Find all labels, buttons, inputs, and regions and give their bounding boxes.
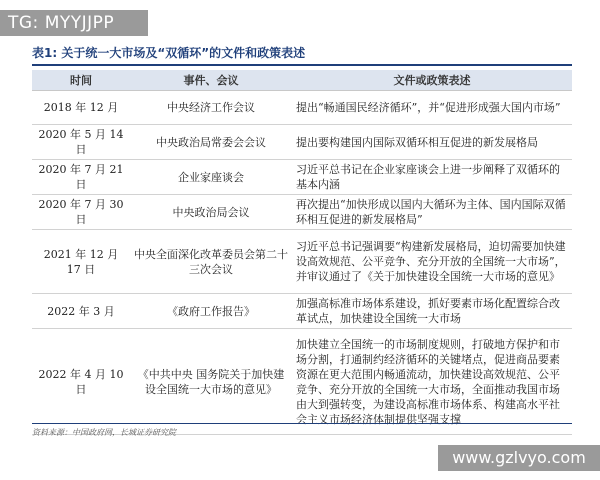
- watermark-bottom: www.gzlvyo.com: [438, 445, 600, 471]
- cell-doc: 加快建立全国统一的市场制度规则，打破地方保护和市场分割，打通制约经济循环的关键堵点，促进商品要素资源在更大范围内畅通流动，加快建设高效规范、公平竞争、充分开放的全国统一大市场，全面推动我国市场由大到强转变，为建设高标准市场体系、构建高水平社会主义市场经济体制提供坚强支撑: [292, 329, 572, 435]
- cell-event: 中央政治局会议: [130, 195, 292, 230]
- table-header-row: [32, 70, 572, 91]
- header-time: 时间: [32, 70, 130, 91]
- cell-time: 2020 年 5 月 14 日: [32, 125, 130, 160]
- table-row: [32, 91, 572, 125]
- cell-time: 2021 年 12 月 17 日: [32, 230, 130, 294]
- table-row: [32, 160, 572, 195]
- header-event: 事件、会议: [130, 70, 292, 91]
- cell-event: 中央全面深化改革委员会第二十三次会议: [130, 230, 292, 294]
- table-row: [32, 329, 572, 435]
- cell-time: 2020 年 7 月 30 日: [32, 195, 130, 230]
- cell-event: 企业家座谈会: [130, 160, 292, 195]
- cell-time: 2022 年 4 月 10 日: [32, 329, 130, 435]
- cell-doc: 提出要构建国内国际双循环相互促进的新发展格局: [292, 125, 572, 160]
- policy-table: [32, 70, 572, 435]
- cell-time: 2020 年 7 月 21 日: [32, 160, 130, 195]
- table-title: 表1: 关于统一大市场及“双循环”的文件和政策表述: [32, 46, 306, 60]
- header-doc: 文件或政策表述: [292, 70, 572, 91]
- cell-event: 中央政治局常委会会议: [130, 125, 292, 160]
- cell-doc: 习近平总书记强调要“构建新发展格局，迫切需要加快建设高效规范、公平竞争、充分开放的全国统一大市场”，并审议通过了《关于加快建设全国统一大市场的意见》: [292, 230, 572, 294]
- table-row: [32, 294, 572, 329]
- cell-doc: 加强高标准市场体系建设，抓好要素市场化配置综合改革试点，加快建设全国统一大市场: [292, 294, 572, 329]
- cell-doc: 习近平总书记在企业家座谈会上进一步阐释了双循环的基本内涵: [292, 160, 572, 195]
- source-note: 资料来源：中国政府网，长城证券研究院: [32, 423, 572, 438]
- title-divider: [32, 64, 572, 66]
- cell-event: 《政府工作报告》: [130, 294, 292, 329]
- table-row: [32, 195, 572, 230]
- table-row: [32, 125, 572, 160]
- table-row: [32, 230, 572, 294]
- cell-time: 2022 年 3 月: [32, 294, 130, 329]
- cell-doc: 再次提出“加快形成以国内大循环为主体、国内国际双循环相互促进的新发展格局”: [292, 195, 572, 230]
- cell-event: 《中共中央 国务院关于加快建设全国统一大市场的意见》: [130, 329, 292, 435]
- cell-doc: 提出“畅通国民经济循环”，并“促进形成强大国内市场”: [292, 91, 572, 125]
- watermark-top: TG: MYYJJPP: [0, 10, 148, 36]
- cell-event: 中央经济工作会议: [130, 91, 292, 125]
- cell-time: 2018 年 12 月: [32, 91, 130, 125]
